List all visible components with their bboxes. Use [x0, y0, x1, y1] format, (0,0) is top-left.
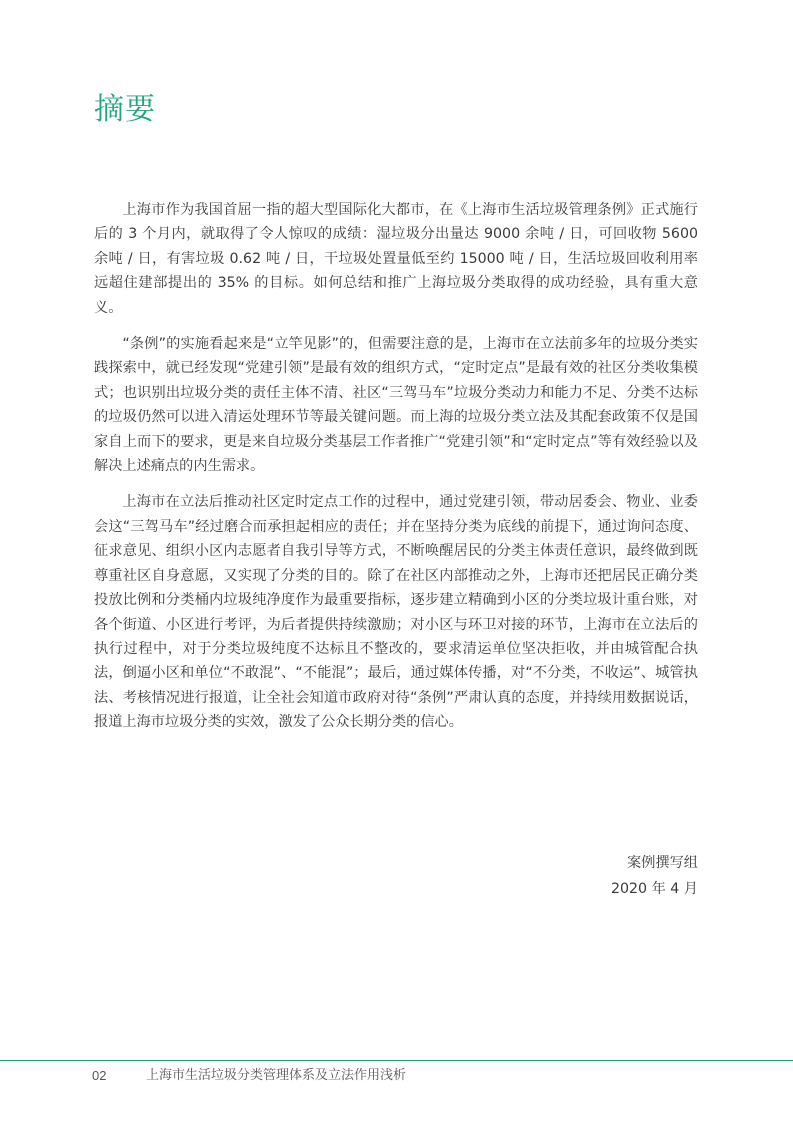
footer-page-number: 02	[92, 1068, 107, 1083]
signature-block	[611, 850, 698, 902]
abstract-body	[94, 198, 698, 747]
signature-date: 2020 年 4 月	[610, 881, 698, 897]
footer-document-title: 上海市生活垃圾分类管理体系及立法作用浅析	[146, 1068, 407, 1083]
page-title: 摘要	[94, 92, 156, 127]
footer-divider	[0, 1060, 793, 1061]
signature-author: 案例撰写组	[627, 855, 698, 871]
paragraph-3: 上海市在立法后推动社区定时定点工作的过程中，通过党建引领，带动居委会、物业、业委会这“三驾马车”经过磨合而承担起相应的责任；并在坚持分类为底线的前提下，通过询问态度、征求意见、组织小区内志愿者自我引导等方式，不断唤醒居民的分类主体责任意识，最终做到既尊重社区自身意愿，又实现了分类的目的。除了在社区内部推动之外，上海市还把居民正确分类投放比例和分类桶内垃圾纯净度作为最重要指标，逐步建立精确到小区的分类垃圾计重台账，对各个街道、小区进行考评，为后者提供持续激励；对小区与环卫对接的环节，上海市在立法后的执行过程中，对于分类垃圾纯度不达标且不整改的，要求清运单位坚决拒收，并由城管配合执法，倒逼小区和单位“不敢混”、“不能混”；最后，通过媒体传播，对“不分类，不收运”、城管执法、考核情况进行报道，让全社会知道市政府对待“条例”严肃认真的态度，并持续用数据说话，报道上海市垃圾分类的实效，激发了公众长期分类的信心。	[94, 494, 698, 731]
paragraph-2: “条例”的实施看起来是“立竿见影”的，但需要注意的是，上海市在立法前多年的垃圾分类实践探索中，就已经发现“党建引领”是最有效的组织方式，“定时定点”是最有效的社区分类收集模式；也识别出垃圾分类的责任主体不清、社区“三驾马车”垃圾分类动力和能力不足、分类不达标的垃圾仍然可以进入清运处理环节等最关键问题。而上海的垃圾分类立法及其配套政策不仅是国家自上而下的要求，更是来自垃圾分类基层工作者推广“党建引领”和“定时定点”等有效经验以及解决上述痛点的内生需求。	[94, 336, 698, 475]
paragraph-1: 上海市作为我国首屈一指的超大型国际化大都市，在《上海市生活垃圾管理条例》正式施行后的 3 个月内，就取得了令人惊叹的成绩：湿垃圾分出量达 9000 余吨 / 日，可回收物 5600 余吨 / 日，有害垃圾 0.62 吨 / 日，干垃圾处置量低至约 15000 吨 / 日，生活垃圾回收利用率远超住建部提出的 35% 的目标。如何总结和推广上海垃圾分类取得的成功经验，具有重大意义。	[94, 202, 698, 316]
